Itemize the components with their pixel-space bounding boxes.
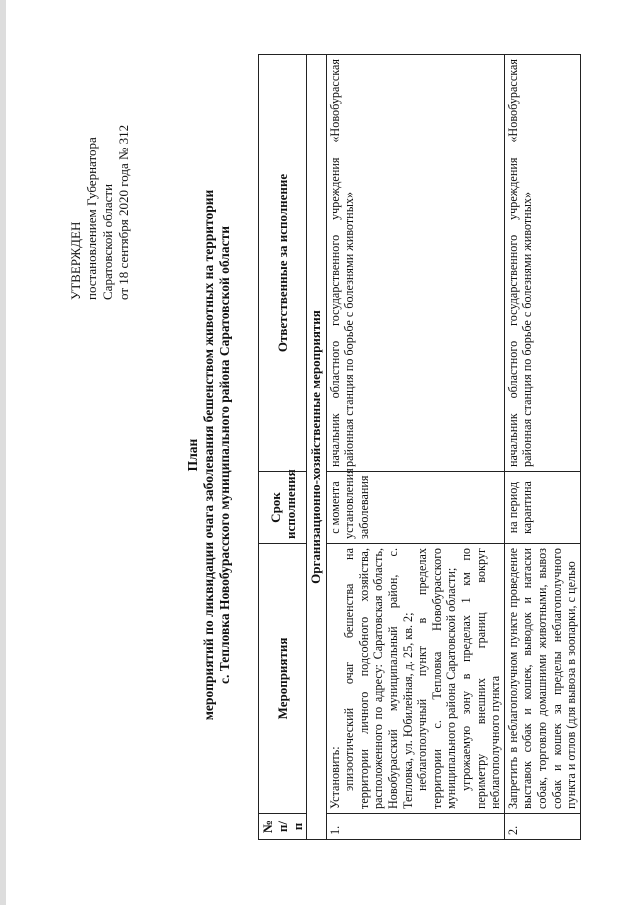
title-line-1: План: [185, 438, 200, 472]
approval-line-3: Саратовской области: [100, 183, 115, 300]
header-term: Срок исполнения: [259, 472, 307, 544]
table-row: [504, 55, 580, 840]
title-line-2: мероприятий по ликвидации очага заболевания бешенством животных на территории: [201, 189, 216, 721]
header-num: № п/п: [259, 814, 307, 840]
title-line-3: с. Тепловка Новобурасского муниципального района Саратовской области: [217, 226, 232, 685]
table-row: [326, 55, 504, 840]
row-term: с момента установления заболевания: [326, 472, 504, 544]
table-header-row: [259, 55, 307, 840]
approval-line-4: от 18 сентября 2020 года № 312: [116, 124, 131, 300]
event-paragraph: угрожаемую зону в пределах 1 км по периметру внешних границ вокруг неблагополучного пункта: [458, 548, 503, 809]
row-term: на период карантина: [504, 472, 580, 544]
event-paragraph: неблагополучный пункт в пределах территории с. Тепловка Новобурасского муниципального района Саратовской области;: [415, 548, 459, 809]
header-responsible: Ответственные за исполнение: [259, 55, 307, 472]
row-responsible: начальник областного государственного учреждения «Новобурасская районная станция по борьбе с болезнями животных»: [326, 55, 504, 472]
event-intro: Установить:: [327, 746, 342, 809]
approval-line-1: УТВЕРЖДЕН: [68, 221, 83, 300]
row-num: 2.: [504, 814, 580, 840]
row-responsible: начальник областного государственного учреждения «Новобурасская районная станция по борьбе с болезнями животных»: [504, 55, 580, 472]
event-paragraph: Запретить в неблагополучном пункте проведение выставок собак и кошек, выводок и натаски собак, торговлю домашними животными, вывоз собак и кошек за пределы неблагополучного пункта и отлов (для вывоза в зоопарки, с целью: [505, 548, 579, 809]
row-event: [504, 544, 580, 814]
document-title: [185, 85, 233, 825]
header-event: Мероприятия: [259, 544, 307, 814]
section-title: Организационно-хозяйственные мероприятия: [307, 55, 327, 840]
approval-line-2: постановлением Губернатора: [84, 137, 99, 300]
row-event: [326, 544, 504, 814]
row-num: 1.: [326, 814, 504, 840]
plan-table: [258, 54, 581, 840]
section-row: [307, 55, 327, 840]
event-paragraph: эпизоотический очаг бешенства на территории личного подсобного хозяйства, расположенного по адресу: Саратовская область, Новобурасский муниципальный район, с. Тепловка, ул. Юбилейная, д. 25, кв. 2;: [342, 548, 415, 809]
approval-stamp: [68, 125, 132, 300]
